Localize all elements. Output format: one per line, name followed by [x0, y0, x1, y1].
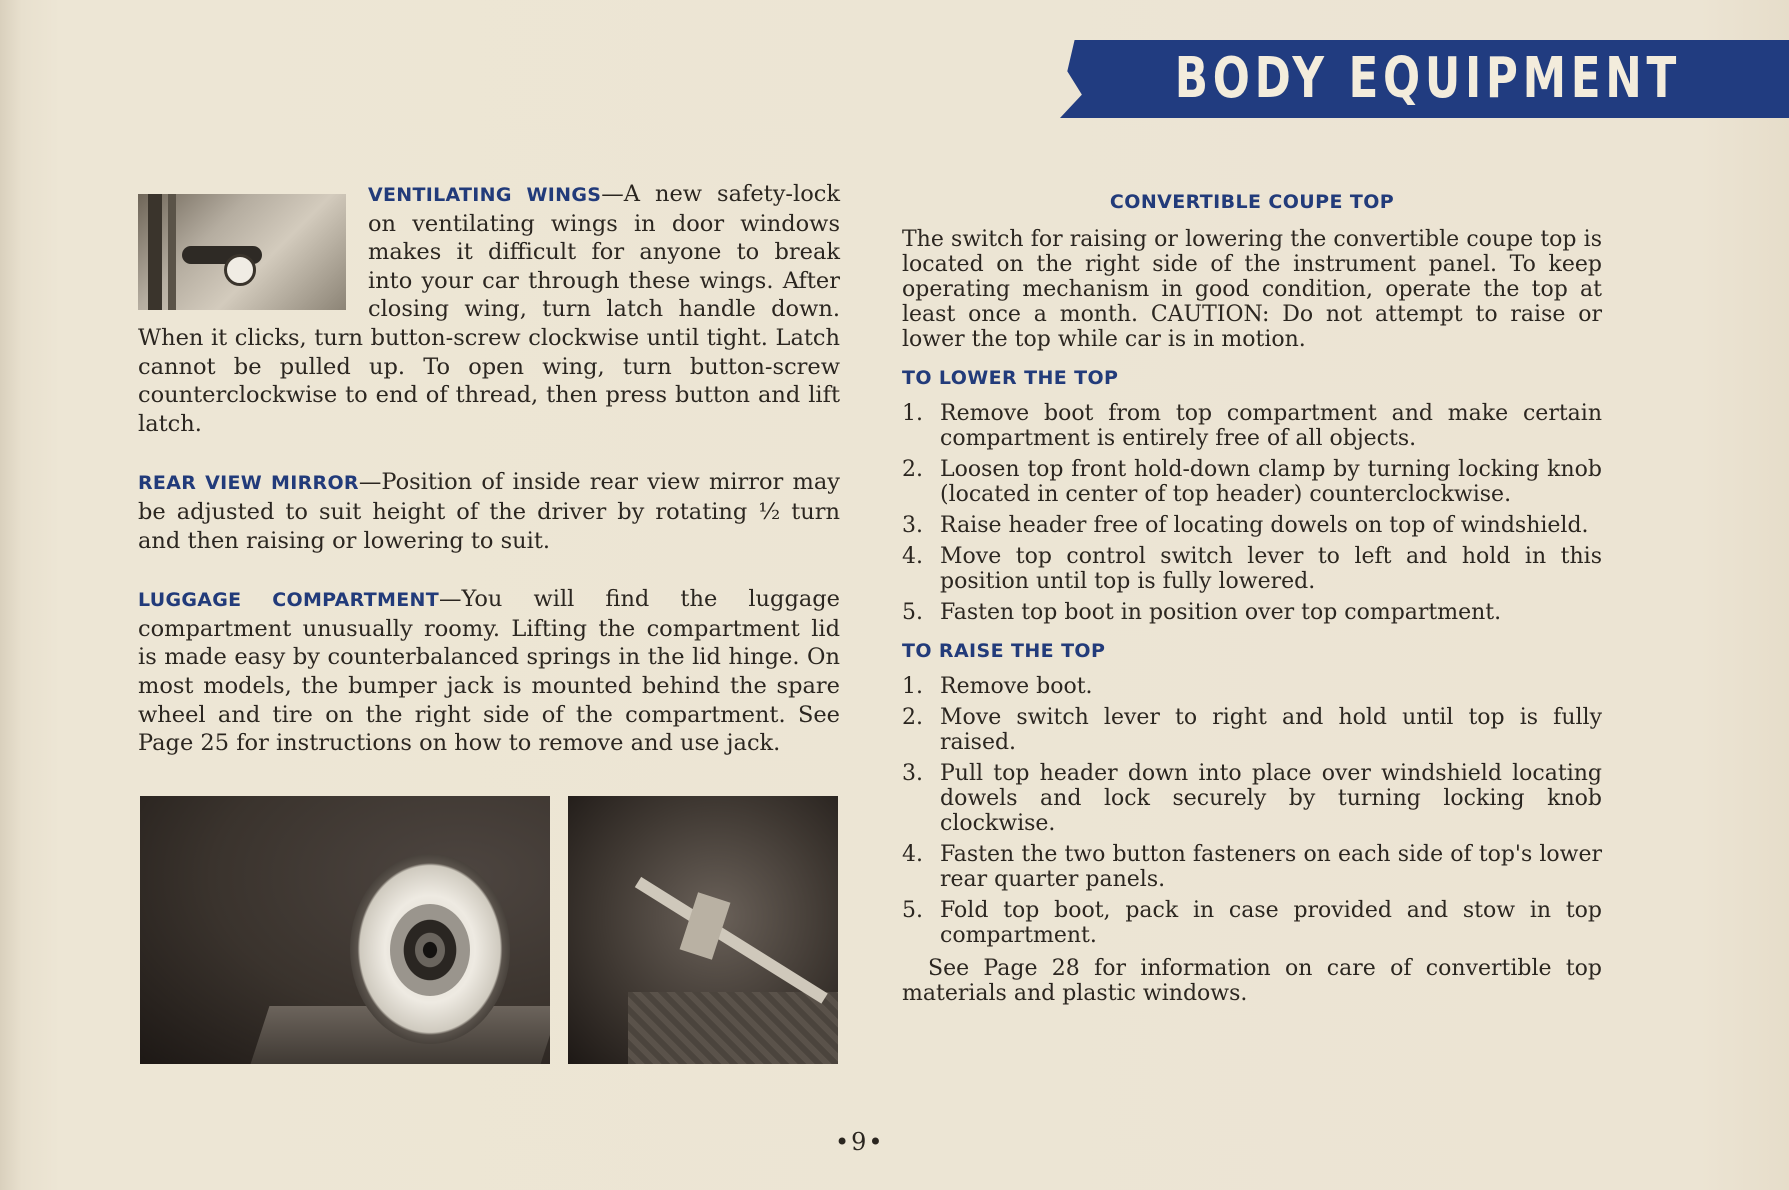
convertible-top-title: CONVERTIBLE COUPE TOP: [1109, 191, 1395, 213]
list-item: 2. Move switch lever to right and hold until top is fully raised.: [902, 705, 1602, 755]
trunk-spare-tire-photo: [140, 796, 550, 1064]
rear-view-mirror-heading: REAR VIEW MIRROR: [138, 472, 359, 495]
rear-view-mirror-text: —Position of inside rear view mirror may be adjusted to suit height of the driver by rotating ½ turn and then raising or lowering to suit.: [138, 469, 840, 554]
ventilating-wing-photo: [138, 194, 346, 310]
list-item: 4. Fasten the two button fasteners on each side of top's lower rear quarter panels.: [902, 842, 1602, 892]
rear-view-mirror-section: [138, 468, 840, 555]
ventilating-wings-text: —A new safety-lock on ventilating wings in door windows makes it difficult for anyone to break into your car through these wings. After closing wing, turn latch handle down. When it clicks, turn button-screw clockwise until tight. Latch cannot be pulled up. To open wing, turn button-screw counterclockwise to end of thread, then press button and lift latch.: [138, 181, 840, 437]
convertible-intro: The switch for raising or lowering the convertible coupe top is located on the right side of the instrument panel. To keep operating mechanism in good condition, operate the top at least once a month. CAUTION: Do not attempt to raise or lower the top while car is in motion.: [902, 227, 1602, 352]
list-item: 1. Remove boot.: [902, 674, 1093, 699]
bumper-jack-photo: [568, 796, 838, 1064]
ventilating-wings-heading: VENTILATING WINGS: [368, 184, 602, 206]
ventilating-wings-section: [138, 180, 840, 438]
luggage-compartment-heading: LUGGAGE COMPARTMENT: [138, 589, 439, 612]
care-note: See Page 28 for information on care of convertible top materials and plastic windows.: [902, 956, 1602, 1006]
raise-top-steps: [902, 674, 1602, 948]
left-column: [138, 180, 840, 788]
luggage-compartment-text: —You will find the luggage compartment unusually roomy. Lifting the compartment lid is made easy by counterbalanced springs in the lid hinge. On most models, the bumper jack is mounted behind the spare wheel and tire on the right side of the compartment. See Page 25 for instructions on how to remove and use jack.: [138, 586, 840, 757]
list-item: 3. Pull top header down into place over windshield locating dowels and lock securely by turning locking knob clockwise.: [902, 761, 1602, 836]
page-number: •9•: [835, 1128, 885, 1156]
page-title: BODY EQUIPMENT: [1174, 46, 1681, 111]
luggage-compartment-section: [138, 585, 840, 758]
lower-top-heading: TO LOWER THE TOP: [902, 367, 1119, 389]
right-column: [902, 190, 1602, 1006]
list-item: 5. Fasten top boot in position over top compartment.: [902, 600, 1502, 625]
list-item: 5. Fold top boot, pack in case provided and stow in top compartment.: [902, 898, 1602, 948]
list-item: 3. Raise header free of locating dowels on top of windshield.: [902, 513, 1589, 538]
list-item: 2. Loosen top front hold-down clamp by turning locking knob (located in center of top header) counterclockwise.: [902, 457, 1602, 507]
photo-row: [140, 796, 840, 1064]
raise-top-heading: TO RAISE THE TOP: [902, 640, 1106, 662]
lower-top-steps: [902, 401, 1602, 625]
list-item: 1. Remove boot from top compartment and make certain compartment is entirely free of all objects.: [902, 401, 1602, 451]
list-item: 4. Move top control switch lever to left and hold in this position until top is fully lowered.: [902, 544, 1602, 594]
